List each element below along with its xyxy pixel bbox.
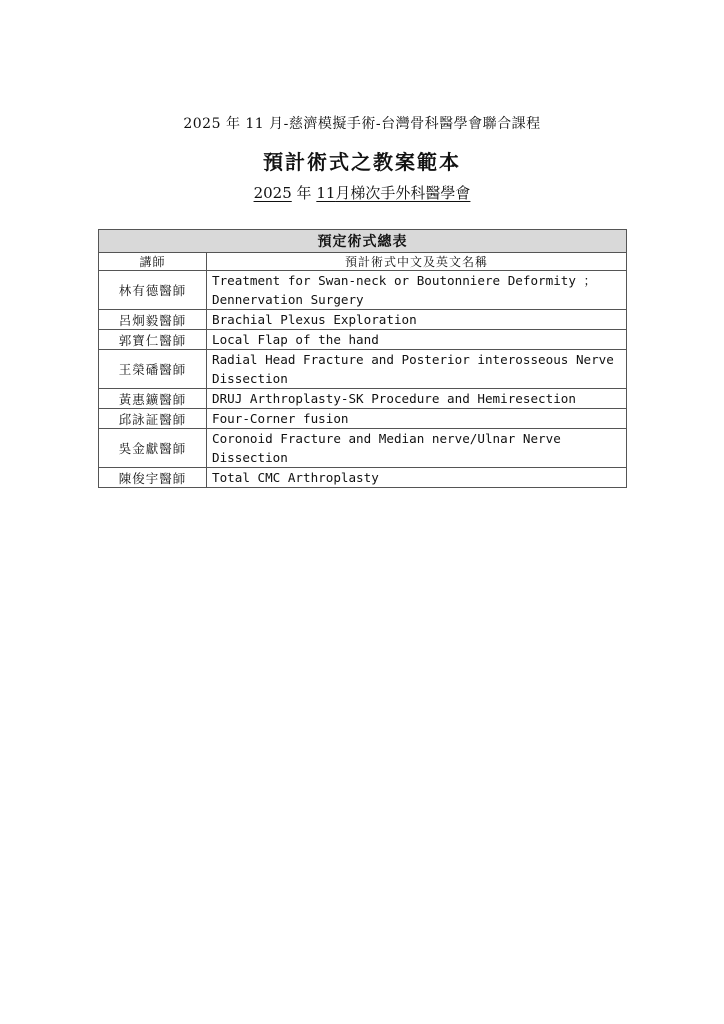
table-row [99,409,627,429]
instructor-cell: 陳俊宇醫師 [99,468,207,488]
document-title: 預計術式之教案範本 [263,150,461,174]
document-subtitle [0,182,724,203]
table-row [99,429,627,468]
procedure-table [98,229,627,488]
table-row [99,389,627,409]
document-header: 2025 年 11 月-慈濟模擬手術-台灣骨科醫學會聯合課程 [183,116,541,132]
table-row [99,468,627,488]
procedure-cell: Four-Corner fusion [207,409,627,429]
procedure-cell: Local Flap of the hand [207,330,627,350]
procedure-cell: Treatment for Swan-neck or Boutonniere Deformity ；Dennervation Surgery [207,271,627,310]
table-header-row [99,253,627,271]
subtitle-month: 11 [316,184,336,202]
instructor-cell: 王榮磻醫師 [99,350,207,389]
subtitle-year-suffix: 年 [296,184,312,202]
table-row [99,310,627,330]
table-row [99,330,627,350]
instructor-cell: 呂炯毅醫師 [99,310,207,330]
procedure-cell: DRUJ Arthroplasty-SK Procedure and Hemiresection [207,389,627,409]
procedure-cell: Total CMC Arthroplasty [207,468,627,488]
subtitle-year: 2025 [253,184,292,202]
instructor-cell: 邱詠証醫師 [99,409,207,429]
instructor-cell: 吳金獻醫師 [99,429,207,468]
procedure-cell: Radial Head Fracture and Posterior interosseous Nerve Dissection [207,350,627,389]
procedure-cell: Brachial Plexus Exploration [207,310,627,330]
subtitle-rest: 月梯次手外科醫學會 [335,184,471,202]
table-caption: 預定術式總表 [99,230,627,253]
table-row [99,350,627,389]
procedure-cell: Coronoid Fracture and Median nerve/Ulnar Nerve Dissection [207,429,627,468]
table-caption-row [99,230,627,253]
column-header-instructor: 講師 [99,253,207,271]
instructor-cell: 郭寶仁醫師 [99,330,207,350]
table-row [99,271,627,310]
column-header-procedure: 預計術式中文及英文名稱 [207,253,627,271]
instructor-cell: 林有德醫師 [99,271,207,310]
instructor-cell: 黃惠鑛醫師 [99,389,207,409]
